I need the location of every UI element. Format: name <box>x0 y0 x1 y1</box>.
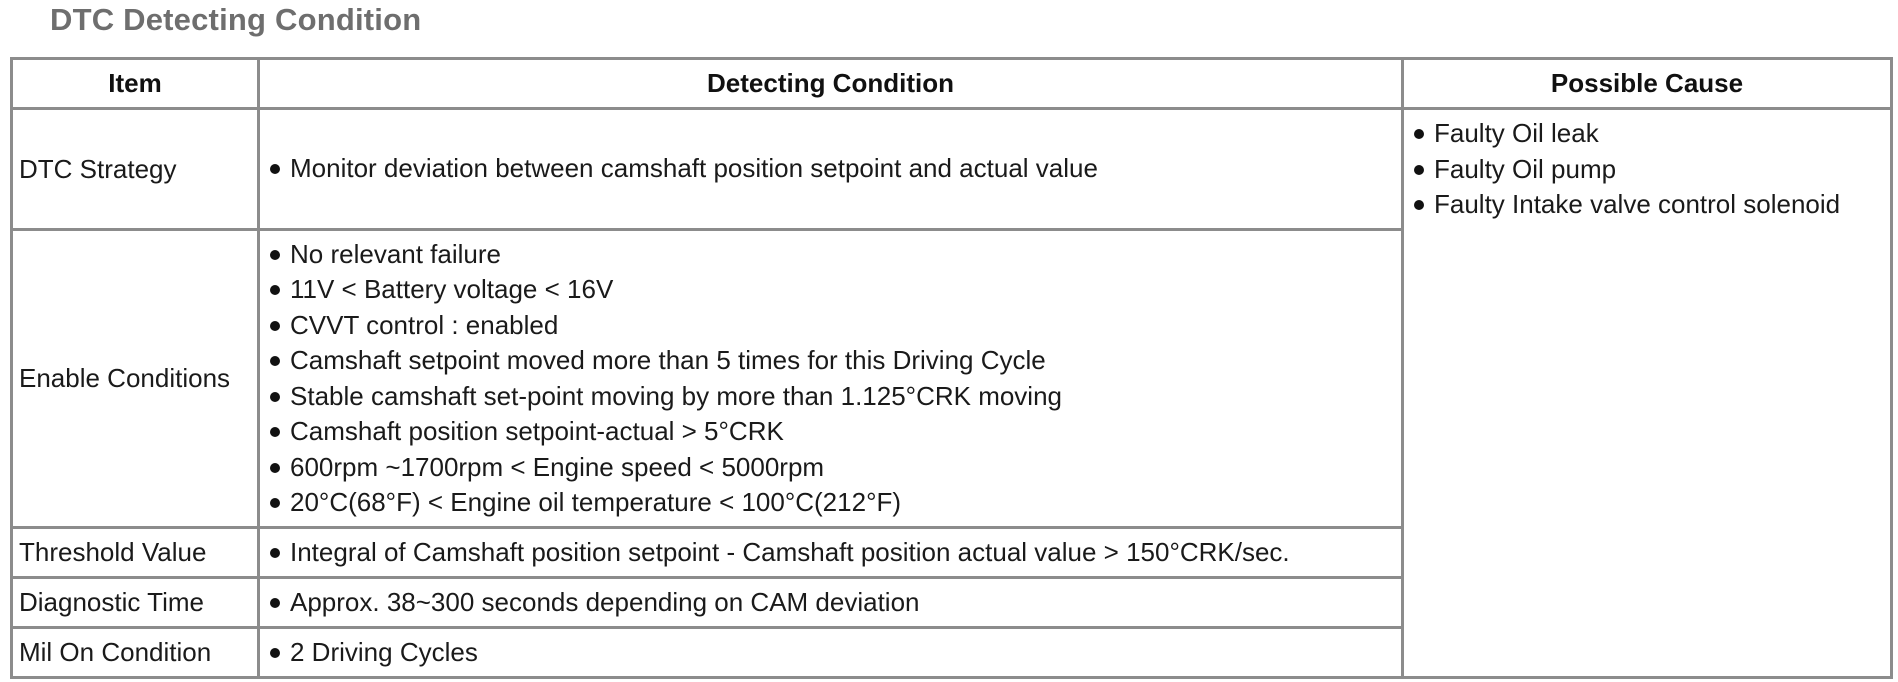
condition-bullet: Monitor deviation between camshaft position setpoint and actual value <box>268 151 1401 187</box>
condition-bullet: Approx. 38~300 seconds depending on CAM deviation <box>268 585 1401 621</box>
cause-bullet: Faulty Intake valve control solenoid <box>1412 187 1890 223</box>
condition-bullet: CVVT control : enabled <box>268 308 1401 344</box>
item-cell-mil-on-condition: Mil On Condition <box>12 628 259 678</box>
condition-bullet: 600rpm ~1700rpm < Engine speed < 5000rpm <box>268 450 1401 486</box>
item-cell-dtc-strategy: DTC Strategy <box>12 109 259 230</box>
header-detecting-condition: Detecting Condition <box>259 59 1403 109</box>
header-possible-cause: Possible Cause <box>1403 59 1892 109</box>
item-cell-threshold-value: Threshold Value <box>12 528 259 578</box>
condition-cell-dtc-strategy <box>259 109 1403 230</box>
cause-bullet: Faulty Oil pump <box>1412 152 1890 188</box>
condition-bullet: Camshaft position setpoint-actual > 5°CRK <box>268 414 1401 450</box>
condition-cell-diagnostic-time <box>259 578 1403 628</box>
condition-cell-enable-conditions <box>259 230 1403 528</box>
header-item: Item <box>12 59 259 109</box>
condition-cell-mil-on-condition <box>259 628 1403 678</box>
possible-cause-cell <box>1403 109 1892 678</box>
condition-bullet: 11V < Battery voltage < 16V <box>268 272 1401 308</box>
condition-bullet: Integral of Camshaft position setpoint - Camshaft position actual value > 150°CRK/sec. <box>268 535 1401 571</box>
table-header-row <box>12 59 1892 109</box>
item-cell-diagnostic-time: Diagnostic Time <box>12 578 259 628</box>
condition-bullet: Stable camshaft set-point moving by more than 1.125°CRK moving <box>268 379 1401 415</box>
condition-bullet: Camshaft setpoint moved more than 5 times for this Driving Cycle <box>268 343 1401 379</box>
dtc-condition-table <box>10 57 1893 679</box>
page-title: DTC Detecting Condition <box>50 2 422 37</box>
table-row-dtc-strategy <box>12 109 1892 230</box>
condition-cell-threshold-value <box>259 528 1403 578</box>
cause-bullet: Faulty Oil leak <box>1412 116 1890 152</box>
item-cell-enable-conditions: Enable Conditions <box>12 230 259 528</box>
condition-bullet: 20°C(68°F) < Engine oil temperature < 100°C(212°F) <box>268 485 1401 521</box>
condition-bullet: No relevant failure <box>268 237 1401 273</box>
condition-bullet: 2 Driving Cycles <box>268 635 1401 671</box>
